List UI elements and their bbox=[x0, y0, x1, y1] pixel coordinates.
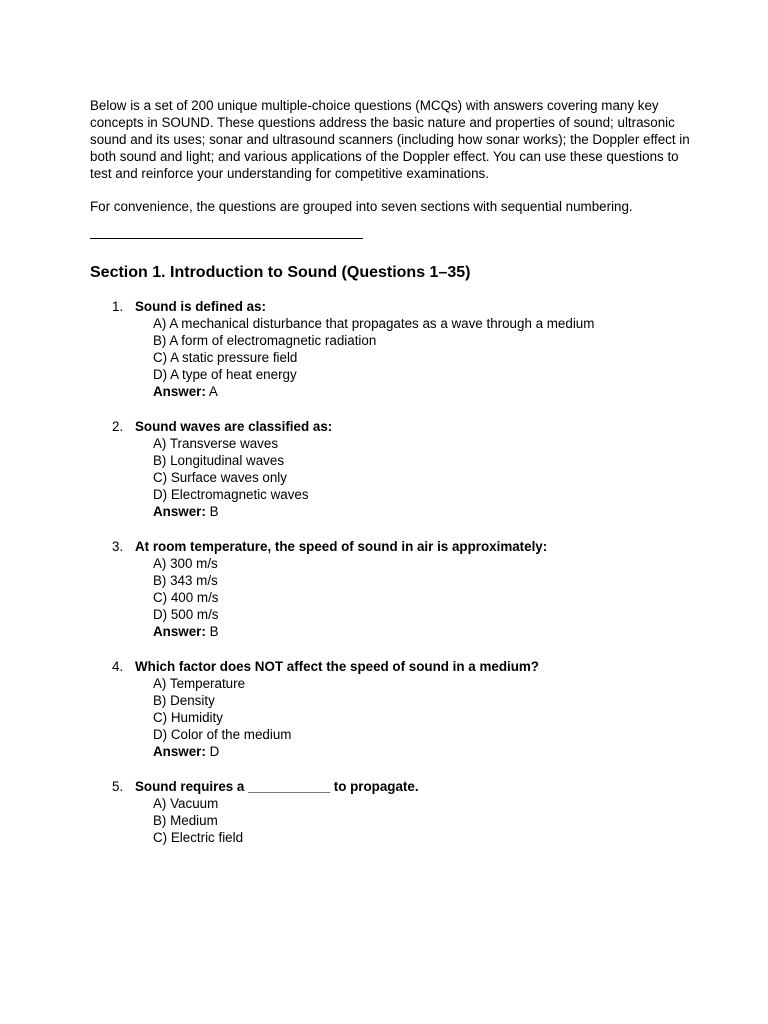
horizontal-rule bbox=[90, 238, 363, 239]
option-d: D) Color of the medium bbox=[153, 727, 292, 742]
answer-line bbox=[153, 383, 768, 400]
question-text: Sound waves are classified as: bbox=[135, 419, 333, 434]
question-item bbox=[0, 658, 768, 760]
answer-line bbox=[153, 503, 768, 520]
option-a: A) A mechanical disturbance that propagates as a wave through a medium bbox=[153, 316, 595, 331]
question-number: 1. bbox=[112, 299, 124, 314]
question-item bbox=[0, 418, 768, 520]
option-d: D) A type of heat energy bbox=[153, 367, 297, 382]
option-a: A) Transverse waves bbox=[153, 436, 279, 451]
option-b: B) Density bbox=[153, 693, 215, 708]
question-item bbox=[0, 778, 768, 846]
question-number: 5. bbox=[112, 779, 124, 794]
question-text: Sound requires a ___________ to propagate. bbox=[135, 779, 419, 794]
intro-note: For convenience, the questions are grouped into seven sections with sequential numbering. bbox=[90, 199, 633, 214]
answer-label: Answer: bbox=[153, 624, 206, 639]
question-number: 3. bbox=[112, 539, 124, 554]
answer-label: Answer: bbox=[153, 384, 206, 399]
answer-value: A bbox=[208, 384, 218, 399]
answer-label: Answer: bbox=[153, 504, 206, 519]
option-b: B) Longitudinal waves bbox=[153, 453, 285, 468]
section-heading: Section 1. Introduction to Sound (Questions 1–35) bbox=[90, 264, 471, 281]
option-c: C) A static pressure field bbox=[153, 350, 298, 365]
option-b: B) A form of electromagnetic radiation bbox=[153, 333, 377, 348]
answer-value: D bbox=[209, 744, 220, 759]
question-text: At room temperature, the speed of sound in air is approximately: bbox=[135, 539, 548, 554]
question-number: 2. bbox=[112, 419, 124, 434]
question-number: 4. bbox=[112, 659, 124, 674]
answer-line bbox=[153, 623, 768, 640]
option-d: D) 500 m/s bbox=[153, 607, 219, 622]
option-a: A) Vacuum bbox=[153, 796, 219, 811]
option-c: C) 400 m/s bbox=[153, 590, 219, 605]
answer-line bbox=[153, 743, 768, 760]
option-b: B) 343 m/s bbox=[153, 573, 218, 588]
question-item bbox=[0, 538, 768, 640]
question-text: Which factor does NOT affect the speed of sound in a medium? bbox=[135, 659, 539, 674]
question-text: Sound is defined as: bbox=[135, 299, 266, 314]
option-c: C) Electric field bbox=[153, 830, 244, 845]
option-a: A) 300 m/s bbox=[153, 556, 218, 571]
question-item bbox=[0, 298, 768, 400]
option-c: C) Humidity bbox=[153, 710, 223, 725]
answer-label: Answer: bbox=[153, 744, 206, 759]
answer-value: B bbox=[209, 504, 219, 519]
option-c: C) Surface waves only bbox=[153, 470, 287, 485]
option-d: D) Electromagnetic waves bbox=[153, 487, 309, 502]
option-a: A) Temperature bbox=[153, 676, 246, 691]
option-b: B) Medium bbox=[153, 813, 218, 828]
question-list bbox=[0, 298, 768, 864]
answer-value: B bbox=[209, 624, 219, 639]
intro-paragraph: Below is a set of 200 unique multiple-choice questions (MCQs) with answers covering many key concepts in SOUND. These questions address the basic nature and properties of sound; ultrasonic sound and its uses; sonar and ultrasound scanners (including how sonar works); the Doppler effect in both sound and light; and various applications of the Doppler effect. You can use these questions to test and reinforce your understanding for competitive examinations. bbox=[90, 98, 690, 181]
